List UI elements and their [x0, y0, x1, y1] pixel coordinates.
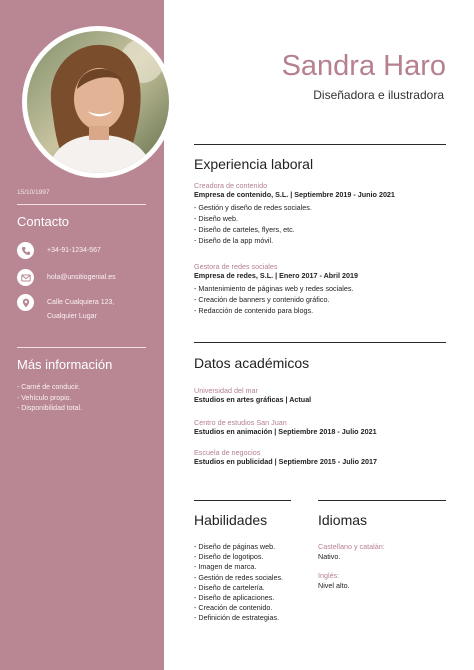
education-entry: [194, 418, 449, 436]
degree: Estudios en publicidad | Septiembre 2015 - Julio 2017: [194, 457, 377, 466]
language-level: Nivel alto.: [318, 580, 350, 590]
education-title: Datos académicos: [194, 355, 310, 371]
language-name: Inglés:: [318, 571, 340, 580]
sidebar-divider: [17, 204, 146, 205]
location-badge: [17, 294, 34, 311]
section-divider: [318, 500, 446, 501]
job-org: Gestora de redes sociales: [194, 262, 278, 271]
more-info-list: [17, 383, 82, 415]
location-pin-icon: [21, 298, 31, 308]
school-name: Escuela de negocios: [194, 448, 261, 457]
contact-address-line2: Cualquier Lugar: [47, 313, 97, 320]
person-role: Diseñadora e ilustradora: [313, 88, 444, 102]
more-info-title: Más información: [17, 357, 113, 372]
list-item: - Diseño de carteles, flyers, etc.: [194, 225, 295, 234]
list-item: - Carné de conducir.: [17, 384, 81, 391]
language-level: Nativo.: [318, 551, 341, 561]
experience-title: Experiencia laboral: [194, 156, 314, 172]
list-item: - Creación de contenido.: [194, 603, 273, 613]
list-item: - Gestión de redes sociales.: [194, 572, 284, 582]
list-item: - Vehículo propio.: [17, 394, 72, 402]
education-entry: [194, 386, 449, 404]
sidebar-divider: [17, 347, 146, 348]
job-bullets: [194, 202, 449, 246]
mail-badge: [17, 269, 34, 286]
degree: Estudios en animación | Septiembre 2018 - Julio 2021: [194, 427, 377, 436]
section-divider: [194, 342, 446, 343]
list-item: - Mantenimiento de páginas web y redes sociales.: [194, 284, 354, 293]
language-name: Castellano y catalán:: [318, 542, 385, 551]
contact-address-line1: Calle Cualquiera 123,: [47, 299, 115, 306]
contact-phone: +34-91-1234-567: [47, 247, 101, 254]
person-name: Sandra Haro: [281, 50, 446, 82]
list-item: - Diseño de la app móvil.: [194, 236, 274, 245]
list-item: - Diseño de logotipos.: [194, 552, 264, 562]
languages-title: Idiomas: [318, 512, 368, 528]
skills-title: Habilidades: [194, 512, 268, 528]
list-item: - Disponibilidad total.: [17, 405, 82, 412]
list-item: - Imagen de marca.: [194, 562, 257, 572]
section-divider: [194, 144, 446, 145]
list-item: - Redacción de contenido para blogs.: [194, 306, 314, 315]
job-entry: [194, 181, 449, 246]
list-item: - Definición de estrategias.: [194, 613, 280, 623]
school-name: Centro de estudios San Juan: [194, 418, 287, 427]
languages-list: [318, 542, 448, 600]
skills-list: [194, 542, 283, 624]
birth-date: 15/10/1997: [17, 189, 50, 196]
education-entry: [194, 448, 449, 466]
section-divider: [194, 500, 291, 501]
list-item: - Diseño de cartelería.: [194, 582, 265, 592]
job-bullets: [194, 283, 449, 316]
contact-title: Contacto: [17, 214, 70, 229]
school-name: Universidad del mar: [194, 386, 258, 395]
list-item: - Diseño web.: [194, 214, 238, 223]
phone-icon: [21, 246, 31, 256]
job-org: Creadora de contenido: [194, 181, 268, 190]
list-item: - Gestión y diseño de redes sociales.: [194, 203, 312, 212]
list-item: - Creación de banners y contenido gráfico.: [194, 295, 330, 304]
profile-photo: [27, 31, 169, 173]
phone-badge: [17, 242, 34, 259]
profile-photo-illustration: [27, 31, 169, 173]
mail-icon: [21, 273, 31, 283]
job-position: Empresa de contenido, S.L. | Septiembre 2019 - Junio 2021: [194, 190, 395, 199]
degree: Estudios en artes gráficas | Actual: [194, 395, 312, 404]
list-item: - Diseño de páginas web.: [194, 542, 276, 551]
job-entry: [194, 262, 449, 316]
job-position: Empresa de redes, S.L. | Enero 2017 - Abril 2019: [194, 271, 358, 280]
contact-email: hola@unsitiogenial.es: [47, 274, 116, 281]
list-item: - Diseño de aplicaciones.: [194, 593, 275, 603]
